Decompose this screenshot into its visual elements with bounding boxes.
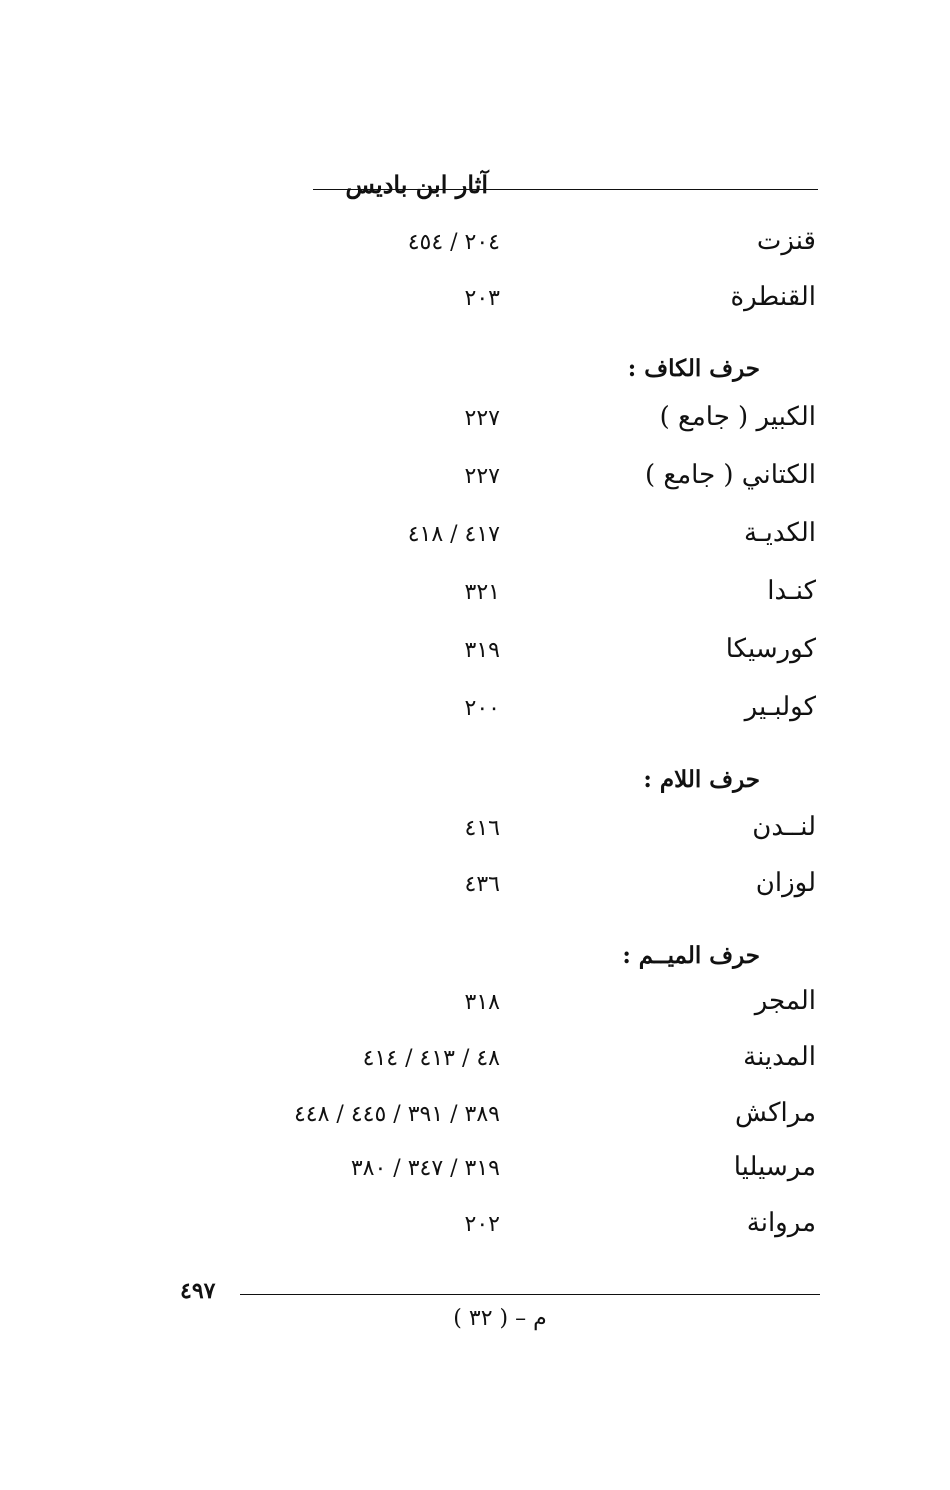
page-refs: ٣٨٩ / ٣٩١ / ٤٤٥ / ٤٤٨: [293, 1102, 500, 1127]
page-refs: ٢٠٣: [464, 286, 500, 311]
place-name: كنـدا: [767, 576, 816, 606]
page-refs: ٢٠٤ / ٤٥٤: [407, 230, 500, 255]
page-refs: ٤٨ / ٤١٣ / ٤١٤: [362, 1046, 500, 1071]
footer-rule: [240, 1294, 820, 1295]
place-name: مرسيليا: [733, 1152, 816, 1182]
section-heading-lam: حرف اللام :: [643, 766, 760, 793]
header-rule: [313, 189, 818, 190]
book-title: آثار ابن باديس: [345, 170, 488, 199]
section-heading-kaf: حرف الكاف :: [627, 355, 760, 382]
page-refs: ٣١٩ / ٣٤٧ / ٣٨٠: [350, 1156, 500, 1181]
index-entry: [0, 282, 950, 326]
page-refs: ٢٠٠: [464, 696, 500, 721]
place-name: قنزت: [756, 226, 816, 256]
index-entry: [0, 634, 950, 678]
place-name: المجر: [754, 986, 816, 1016]
running-header: [178, 170, 818, 210]
place-name: لنــدن: [752, 812, 816, 842]
page-refs: ٢٢٧: [464, 464, 500, 489]
page-refs: ٢٠٢: [464, 1212, 500, 1237]
place-name: القنطرة: [730, 282, 816, 312]
page-refs: ٤١٦: [464, 816, 500, 841]
index-entry: [0, 402, 950, 446]
index-entry: [0, 986, 950, 1030]
page-refs: ٢٢٧: [464, 406, 500, 431]
page-refs: ٣٢١: [464, 580, 500, 605]
index-entry: [0, 460, 950, 504]
page-refs: ٤٣٦: [464, 872, 500, 897]
place-name: مروانة: [746, 1208, 816, 1238]
place-name: كورسيكا: [725, 634, 816, 664]
place-name: مراكش: [734, 1098, 816, 1128]
section-heading-mim: حرف الميــم :: [622, 942, 760, 969]
index-entry: [0, 692, 950, 736]
place-name: الكتاني ( جامع ): [644, 460, 816, 490]
place-name: لوزان: [755, 868, 816, 898]
index-entry: [0, 868, 950, 912]
index-entry: [0, 1208, 950, 1252]
place-name: كولبـير: [744, 692, 816, 722]
index-entry: [0, 1042, 950, 1086]
page-refs: ٣١٩: [464, 638, 500, 663]
index-entry: [0, 226, 950, 270]
page-refs: ٣١٨: [464, 990, 500, 1015]
index-entry: [0, 576, 950, 620]
index-entry: [0, 1152, 950, 1196]
index-entry: [0, 1098, 950, 1142]
place-name: الكبير ( جامع ): [659, 402, 816, 432]
place-name: الكديـة: [744, 518, 816, 548]
index-entry: [0, 812, 950, 856]
page-refs: ٤١٧ / ٤١٨: [407, 522, 500, 547]
page-footer: [178, 1278, 820, 1308]
place-name: المدينة: [743, 1042, 816, 1072]
printer-signature: م – ( ٣٢ ): [453, 1306, 547, 1331]
page-number: ٤٩٧: [180, 1278, 216, 1304]
index-entry: [0, 518, 950, 562]
